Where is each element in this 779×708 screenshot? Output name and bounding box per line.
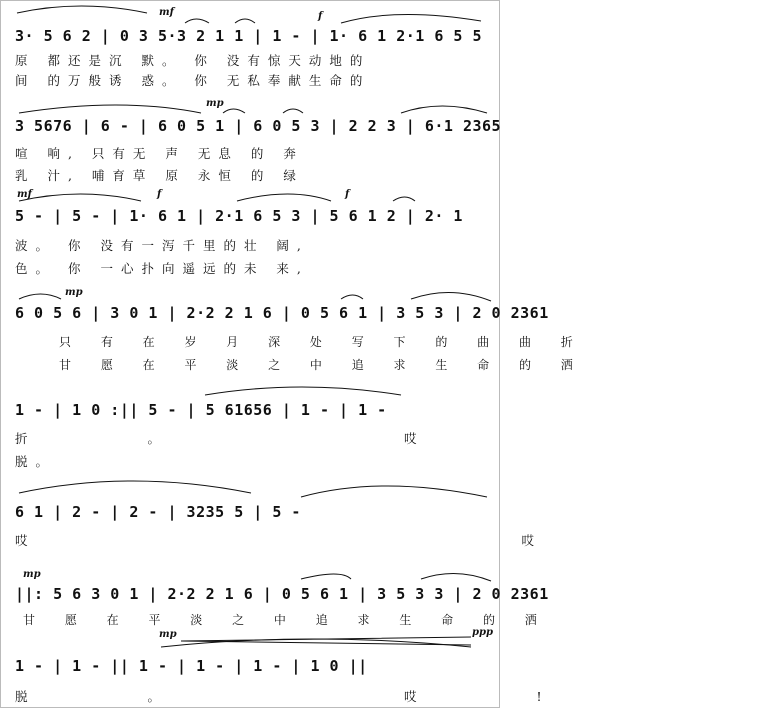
notation-line: 1 - | 1 - || 1 - | 1 - | 1 - | 1 0 || (15, 657, 368, 675)
slur (19, 481, 251, 493)
lyric-line: 脱。 (15, 454, 57, 469)
lyric-line: 波。 你 没有一泻千里的壮 阔, (15, 238, 309, 253)
notation-line: 1 - | 1 0 :|| 5 - | 5 61656 | 1 - | 1 - (15, 401, 387, 419)
slur (235, 19, 255, 23)
dynamic-mark: mf (159, 7, 174, 18)
hairpin (181, 637, 471, 645)
notation-line: 3 5676 | 6 - | 6 0 5 1 | 6 0 5 3 | 2 2 3 | 6·1 2365 (15, 117, 502, 135)
slur (223, 109, 245, 113)
dynamic-mark: mp (65, 287, 83, 298)
dynamic-mark: mf (17, 189, 32, 200)
lyric-line: 喧 响, 只有无 声 无息 的 奔 (15, 146, 304, 161)
dynamic-mark: mp (206, 98, 224, 109)
dynamic-mark: mp (159, 629, 177, 640)
lyric-line: 甘 愿 在 平 淡 之 中 追 求 生 命 的 洒 (23, 613, 550, 627)
dynamic-mark: f (345, 189, 350, 200)
lyric-line: 折。 哎 (15, 431, 537, 446)
slur (205, 387, 401, 395)
lyric-line: 原 都还是沉 默。 你 没有惊天动地的 (15, 53, 371, 68)
notation-line: 6 1 | 2 - | 2 - | 3235 5 | 5 - (15, 503, 301, 521)
slur (421, 573, 491, 581)
dynamic-mark: ppp (472, 627, 493, 638)
slur (19, 105, 201, 113)
slur (237, 194, 331, 201)
slur (185, 19, 209, 23)
slur (301, 486, 487, 497)
slur (19, 294, 61, 299)
slur (341, 14, 481, 23)
slur (411, 292, 491, 301)
dynamic-mark: f (157, 189, 162, 200)
slur (283, 109, 303, 113)
notation-line: 3· 5 6 2 | 0 3 5·3 2 1 1 | 1 - | 1· 6 1 2·1 6 5 5 (15, 27, 483, 45)
lyric-line: 乳 汁, 哺育草 原 永恒 的 绿 (15, 168, 304, 183)
lyric-line: 甘 愿 在 平 淡 之 中 追 求 生 命 的 洒 (59, 358, 586, 372)
lyric-line: 哎 哎 (15, 533, 779, 548)
lyric-line: 间 的万般诱 惑。 你 无私奉献生命的 (15, 73, 371, 88)
slur (341, 295, 363, 299)
slur (17, 6, 147, 13)
lyric-line: 只 有 在 岁 月 深 处 写 下 的 曲 曲 折 (59, 335, 586, 349)
slur (19, 194, 141, 201)
slur (393, 197, 415, 201)
notation-line: 6 0 5 6 | 3 0 1 | 2·2 2 1 6 | 0 5 6 1 | 3 5 3 | 2 0 2361 (15, 304, 549, 322)
notation-line: ||: 5 6 3 0 1 | 2·2 2 1 6 | 0 5 6 1 | 3 5 3 3 | 2 0 2361 (15, 585, 549, 603)
slur (161, 639, 471, 647)
slur (401, 106, 487, 113)
dynamic-mark: mp (23, 569, 41, 580)
dynamic-mark: f (318, 11, 323, 22)
lyric-line: 色。 你 一心扑向遥远的未 来, (15, 261, 309, 276)
notation-line: 5 - | 5 - | 1· 6 1 | 2·1 6 5 3 | 5 6 1 2 | 2· 1 (15, 207, 463, 225)
slur (301, 574, 351, 579)
lyric-line: 脱。 哎! (15, 689, 662, 704)
